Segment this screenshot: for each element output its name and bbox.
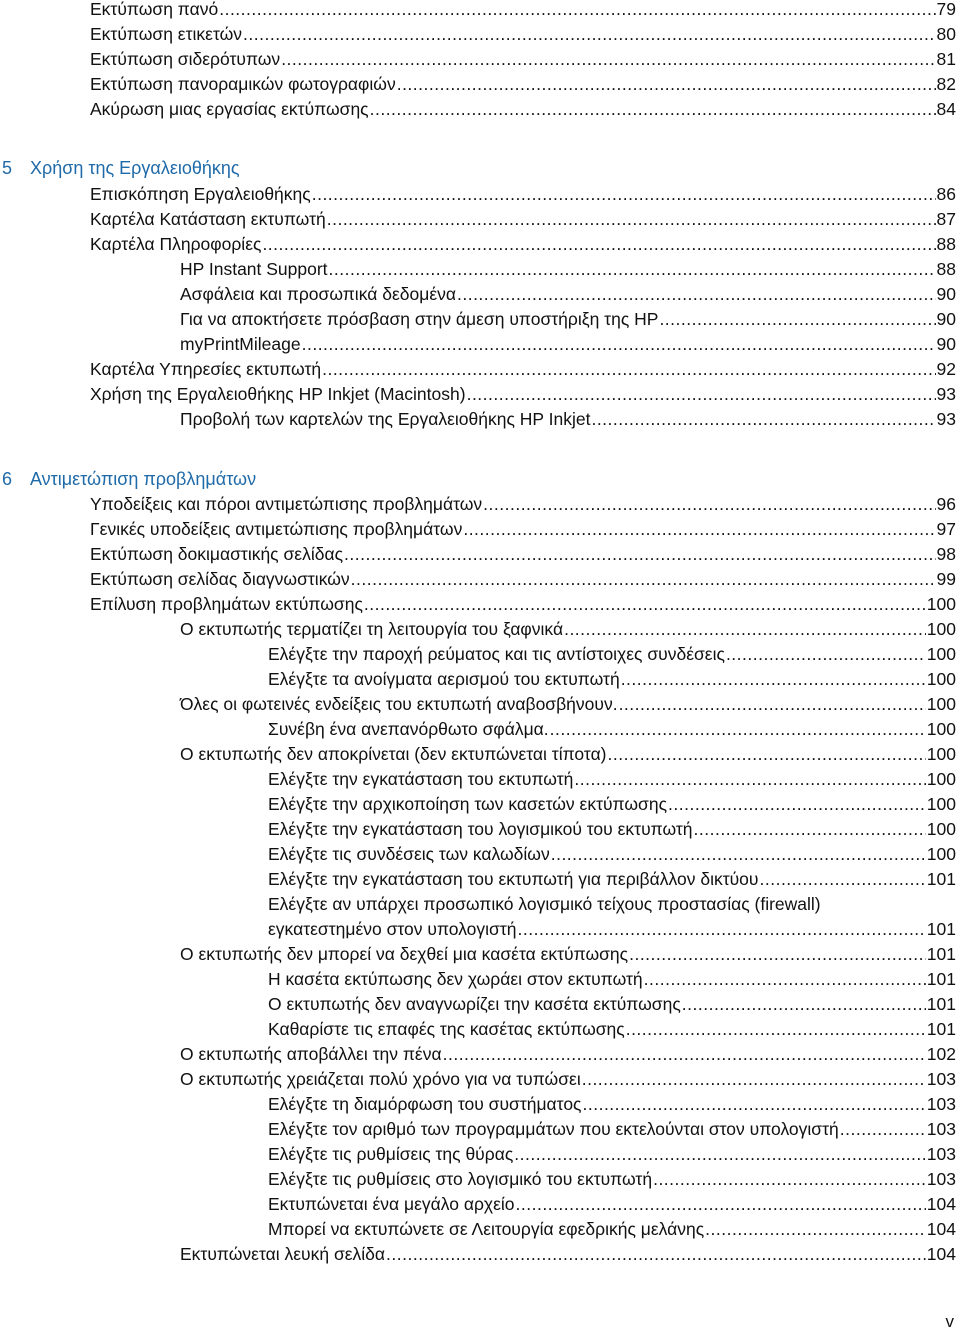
toc-entry[interactable]: Ελέγξτε την εγκατάσταση του εκτυπωτή για περιβάλλον δικτύου ..... 101	[268, 867, 956, 892]
toc-entry[interactable]: Εκτύπωση πανό ..... 79	[90, 0, 956, 22]
toc-entry[interactable]: Καρτέλα Πληροφορίες ..... 88	[90, 232, 956, 257]
toc-entry[interactable]: Ακύρωση μιας εργασίας εκτύπωσης ..... 84	[90, 97, 956, 122]
chapter-heading[interactable]: 6 Αντιμετώπιση προβλημάτων	[2, 469, 257, 489]
chapter-heading[interactable]: 5 Χρήση της Εργαλειοθήκης	[2, 158, 240, 178]
toc-entry[interactable]: Ελέγξτε τα ανοίγματα αερισμού του εκτυπωτή ..... 100	[268, 667, 956, 692]
toc-entry[interactable]: Ελέγξτε την παροχή ρεύματος και τις αντίστοιχες συνδέσεις ..... 100	[268, 642, 956, 667]
toc-entry[interactable]: Ο εκτυπωτής δεν μπορεί να δεχθεί μια κασέτα εκτύπωσης ..... 101	[180, 942, 956, 967]
toc-entry[interactable]: Ελέγξτε τις ρυθμίσεις της θύρας ..... 103	[268, 1142, 956, 1167]
toc-entry[interactable]: Επίλυση προβλημάτων εκτύπωσης ..... 100	[90, 592, 956, 617]
toc-entry[interactable]: Ελέγξτε τις συνδέσεις των καλωδίων ..... 100	[268, 842, 956, 867]
page-number: v	[945, 1312, 954, 1331]
toc-entry[interactable]: Ελέγξτε τη διαμόρφωση του συστήματος ..... 103	[268, 1092, 956, 1117]
toc-entry[interactable]: Ελέγξτε τις ρυθμίσεις στο λογισμικό του εκτυπωτή ..... 103	[268, 1167, 956, 1192]
toc-entry[interactable]: Εκτύπωση πανοραμικών φωτογραφιών ..... 82	[90, 72, 956, 97]
toc-entry[interactable]: myPrintMileage ..... 90	[180, 332, 956, 357]
toc-entry[interactable]: HP Instant Support ..... 88	[180, 257, 956, 282]
toc-entry[interactable]: Επισκόπηση Εργαλειοθήκης ..... 86	[90, 182, 956, 207]
toc-entry[interactable]: Συνέβη ένα ανεπανόρθωτο σφάλμα. ..... 100	[268, 717, 956, 742]
toc-entry[interactable]: Ο εκτυπωτής δεν αποκρίνεται (δεν εκτυπώνεται τίποτα) ..... 100	[180, 742, 956, 767]
toc-entry[interactable]: Εκτυπώνεται λευκή σελίδα ..... 104	[180, 1242, 956, 1267]
toc-entry[interactable]: Εκτύπωση σελίδας διαγνωστικών ..... 99	[90, 567, 956, 592]
toc-entry[interactable]: Η κασέτα εκτύπωσης δεν χωράει στον εκτυπωτή ..... 101	[268, 967, 956, 992]
toc-entry[interactable]: Ο εκτυπωτής τερματίζει τη λειτουργία του ξαφνικά ..... 100	[180, 617, 956, 642]
toc-entry[interactable]: Χρήση της Εργαλειοθήκης HP Inkjet (Macintosh) ..... 93	[90, 382, 956, 407]
toc-entry[interactable]: Καθαρίστε τις επαφές της κασέτας εκτύπωσης ..... 101	[268, 1017, 956, 1042]
toc-entry[interactable]: Μπορεί να εκτυπώνετε σε Λειτουργία εφεδρικής μελάνης ..... 104	[268, 1217, 956, 1242]
toc-entry[interactable]: Προβολή των καρτελών της Εργαλειοθήκης HP Inkjet ..... 93	[180, 407, 956, 432]
toc-entry[interactable]: Καρτέλα Κατάσταση εκτυπωτή ..... 87	[90, 207, 956, 232]
toc-entry[interactable]: Εκτύπωση σιδερότυπων ..... 81	[90, 47, 956, 72]
toc-entry[interactable]: Καρτέλα Υπηρεσίες εκτυπωτή ..... 92	[90, 357, 956, 382]
toc-entry[interactable]: Εκτυπώνεται ένα μεγάλο αρχείο ..... 104	[268, 1192, 956, 1217]
toc-entry[interactable]: Ο εκτυπωτής αποβάλλει την πένα ..... 102	[180, 1042, 956, 1067]
toc-entry[interactable]: Ελέγξτε την αρχικοποίηση των κασετών εκτύπωσης ..... 100	[268, 792, 956, 817]
toc-entry[interactable]: Ο εκτυπωτής δεν αναγνωρίζει την κασέτα εκτύπωσης ..... 101	[268, 992, 956, 1017]
toc-entry[interactable]: Ελέγξτε την εγκατάσταση του λογισμικού του εκτυπωτή ..... 100	[268, 817, 956, 842]
toc-entry[interactable]: Εκτύπωση ετικετών ..... 80	[90, 22, 956, 47]
toc-entry[interactable]: Ελέγξτε την εγκατάσταση του εκτυπωτή ..... 100	[268, 767, 956, 792]
toc-entry[interactable]: Ασφάλεια και προσωπικά δεδομένα ..... 90	[180, 282, 956, 307]
toc-entry-first-line[interactable]: Ελέγξτε αν υπάρχει προσωπικό λογισμικό τείχους προστασίας (firewall)	[268, 894, 821, 914]
toc-entry[interactable]: Για να αποκτήσετε πρόσβαση στην άμεση υποστήριξη της HP ..... 90	[180, 307, 956, 332]
toc-entry[interactable]: Ο εκτυπωτής χρειάζεται πολύ χρόνο για να τυπώσει ..... 103	[180, 1067, 956, 1092]
toc-entry[interactable]: Γενικές υποδείξεις αντιμετώπισης προβλημάτων ..... 97	[90, 517, 956, 542]
toc-entry[interactable]: εγκατεστημένο στον υπολογιστή ..... 101	[268, 917, 956, 942]
toc-entry[interactable]: Ελέγξτε τον αριθμό των προγραμμάτων που εκτελούνται στον υπολογιστή ..... 103	[268, 1117, 956, 1142]
toc-entry[interactable]: Όλες οι φωτεινές ενδείξεις του εκτυπωτή αναβοσβήνουν. ..... 100	[180, 692, 956, 717]
toc-entry[interactable]: Εκτύπωση δοκιμαστικής σελίδας ..... 98	[90, 542, 956, 567]
toc-entry[interactable]: Υποδείξεις και πόροι αντιμετώπισης προβλημάτων ..... 96	[90, 492, 956, 517]
